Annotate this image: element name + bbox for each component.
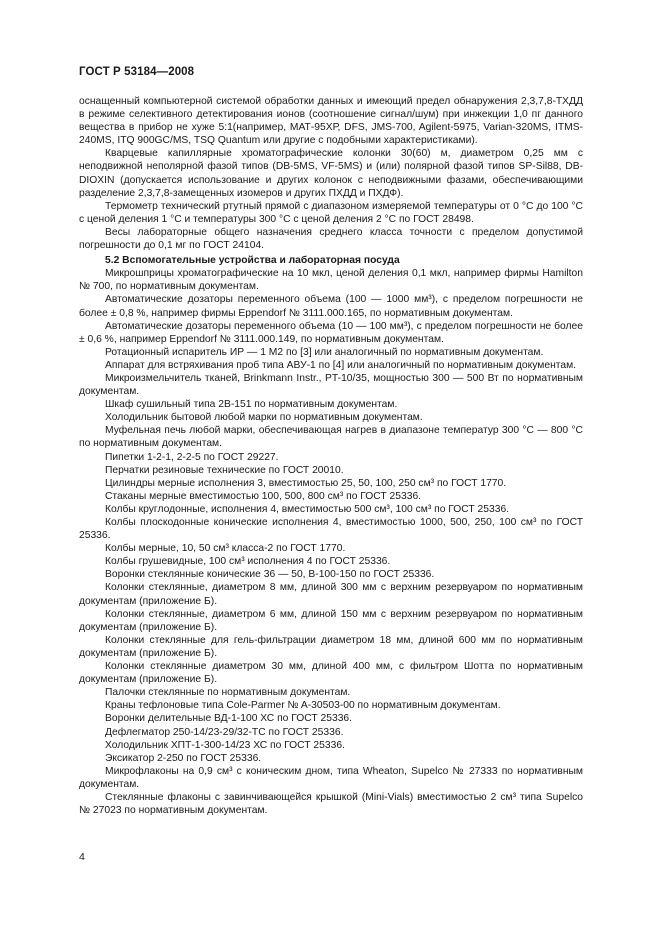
paragraph: Перчатки резиновые технические по ГОСТ 20010. bbox=[105, 464, 344, 476]
paragraph: Автоматические дозаторы переменного объема (100 — 1000 мм³), с пределом погрешности не более ± 0,8 %, например фирмы Eppendorf № 3111.000.165, по нормативным документам. bbox=[79, 294, 583, 319]
paragraph: Микроизмельчитель тканей, Brinkmann Instr., PT-10/35, мощностью 300 — 500 Вт по нормативным документам. bbox=[79, 372, 583, 398]
paragraph: Колонки стеклянные, диаметром 8 мм, длиной 300 мм с верхним резервуаром по нормативным документам (приложение Б). bbox=[79, 582, 583, 607]
paragraph: Колонки стеклянные диаметром 30 мм, длиной 400 мм, с фильтром Шотта по нормативным документам (приложение Б). bbox=[79, 661, 583, 686]
paragraph: оснащенный компьютерной системой обработки данных и имеющий предел обнаружения 2,3,7,8-ТХДД в режиме селективного детектирования ионов (соотношение сигнал/шум) при инжекции 1,0 пг данного вещества в прибор не хуже 5:1(например, МАТ-95ХР, DFS, JMS-700, Agilent-5975, Varian-320MS, ITMS-240MS, ITQ 900GC/MS, TSQ Quantum или другие с подобными характеристиками). bbox=[79, 96, 583, 147]
paragraph: Муфельная печь любой марки, обеспечивающая нагрев в диапазоне температур 300 °С — 800 °С по нормативным документам. bbox=[79, 425, 583, 450]
paragraph: Дефлегматор 250-14/23-29/32-ТС по ГОСТ 25336. bbox=[105, 726, 344, 738]
paragraph: Колонки стеклянные для гель-фильтрации диаметром 18 мм, длиной 600 мм по нормативным документам (приложение Б). bbox=[79, 634, 583, 659]
paragraph: Цилиндры мерные исполнения 3, вместимостью 25, 50, 100, 250 см³ по ГОСТ 1770. bbox=[105, 477, 507, 489]
paragraph: Автоматические дозаторы переменного объема (10 — 100 мм³), с пределом погрешности не более ± 0,6 %, например Eppendorf № 3111.000.149, по нормативным документам. bbox=[79, 320, 583, 345]
section-heading: 5.2 Вспомогательные устройства и лабораторная посуда bbox=[105, 255, 400, 267]
paragraph: Аппарат для встряхивания проб типа АВУ-1 по [4] или аналогичный по нормативным документам. bbox=[105, 359, 577, 371]
paragraph: Краны тефлоновые типа Cole-Parmer № A-30503-00 по нормативным документам. bbox=[105, 700, 501, 712]
paragraph: Колбы грушевидные, 100 см³ исполнения 4 по ГОСТ 25336. bbox=[105, 556, 391, 568]
body-text bbox=[79, 95, 583, 817]
paragraph: Воронки стеклянные конические 36 — 50, В-100-150 по ГОСТ 25336. bbox=[105, 569, 435, 581]
paragraph: Колонки стеклянные, диаметром 6 мм, длиной 150 мм с верхним резервуаром по нормативным документам (приложение Б). bbox=[79, 608, 583, 633]
paragraph: Весы лабораторные общего назначения среднего класса точности с пределом допустимой погрешности до 0,1 мг по ГОСТ 24104. bbox=[79, 226, 583, 252]
paragraph: Термометр технический ртутный прямой с диапазоном измеряемой температуры от 0 °С до 100 °С с ценой деления 1 °С и температуры 300 °С с ценой деления 2 °С по ГОСТ 28498. bbox=[79, 200, 583, 225]
paragraph: Ротационный испаритель ИР — 1 М2 по [3] или аналогичный по нормативным документам. bbox=[105, 346, 544, 358]
paragraph: Эксикатор 2-250 по ГОСТ 25336. bbox=[105, 752, 262, 764]
paragraph: Микрофлаконы на 0,9 см³ с коническим дном, типа Wheaton, Supelco № 27333 по нормативным документам. bbox=[79, 765, 583, 790]
paragraph: Колбы плоскодонные конические исполнения 4, вместимостью 1000, 500, 250, 100 см³ по ГОСТ 25336. bbox=[79, 517, 583, 542]
paragraph: Воронки делительные ВД-1-100 ХС по ГОСТ 25336. bbox=[105, 713, 353, 725]
paragraph: Стеклянные флаконы с завинчивающейся крышкой (Mini-Vials) вместимостью 2 см³ типа Supelco № 27023 по нормативным документам. bbox=[79, 791, 583, 817]
paragraph: Холодильник бытовой любой марки по нормативным документам. bbox=[105, 412, 423, 424]
paragraph: Кварцевые капиллярные хроматографические колонки 30(60) м, диаметром 0,25 мм с неподвижной неполярной фазой типов (DB-5MS, VF-5MS) и (или) полярной фазой типов SP-Sil88, DB-DIOXIN (допускается использование и других колонок с неподвижными фазами, обеспечивающими разделение 2,3,7,8-замещенных изомеров и других ПХДД и ПХДФ). bbox=[79, 148, 583, 199]
paragraph: Стаканы мерные вместимостью 100, 500, 800 см³ по ГОСТ 25336. bbox=[105, 490, 422, 502]
page-number: 4 bbox=[79, 851, 85, 863]
paragraph: Пипетки 1-2-1, 2-2-5 по ГОСТ 29227. bbox=[105, 451, 279, 463]
paragraph: Палочки стеклянные по нормативным документам. bbox=[105, 687, 351, 699]
paragraph: Холодильник ХПТ-1-300-14/23 ХС по ГОСТ 25336. bbox=[105, 739, 345, 751]
paragraph: Колбы круглодонные, исполнения 4, вместимостью 500 см³, 100 см³ по ГОСТ 25336. bbox=[105, 503, 510, 515]
paragraph: Микрошприцы хроматографические на 10 мкл, ценой деления 0,1 мкл, например фирмы Hamilton № 700, по нормативным документам. bbox=[79, 268, 583, 293]
paragraph: Шкаф сушильный типа 2В-151 по нормативным документам. bbox=[105, 399, 398, 411]
paragraph: Колбы мерные, 10, 50 см³ класса-2 по ГОСТ 1770. bbox=[105, 543, 346, 555]
standard-header: ГОСТ Р 53184—2008 bbox=[79, 66, 195, 78]
